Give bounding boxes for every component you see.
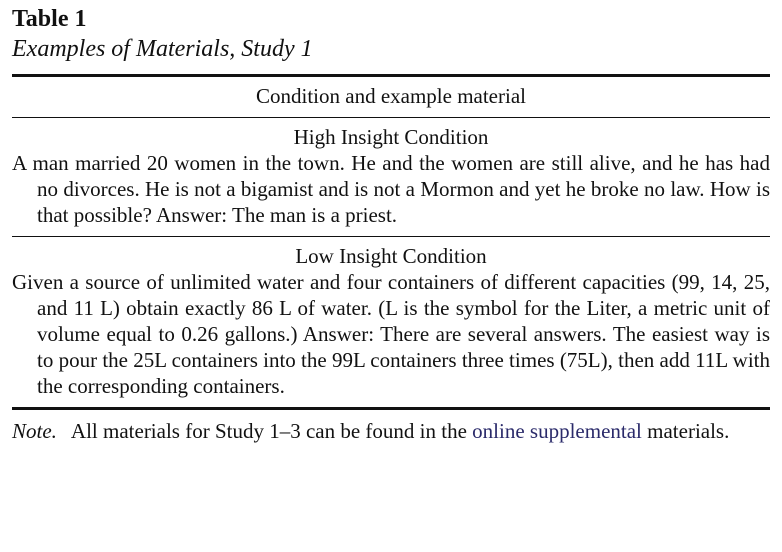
table-note	[12, 410, 770, 444]
high-insight-section	[12, 118, 770, 236]
section-body: A man married 20 women in the town. He and the women are still alive, and he has had no divorces. He is not a bigamist and is not a Mormon and yet he broke no law. How is that possible? Answer: The man is a priest.	[12, 151, 770, 227]
table-label: Table 1	[12, 6, 87, 32]
table-container	[12, 4, 770, 444]
section-heading: Low Insight Condition	[295, 244, 487, 268]
note-label: Note.	[12, 419, 57, 443]
section-body: Given a source of unlimited water and four containers of different capacities (99, 14, 25, and 11 L) obtain exactly 86 L of water. (L is the symbol for the Liter, a metric unit of volume equal to 0.26 gallons.) Answer: There are several answers. The easiest way is to pour the 25L containers into the 99L containers three times (75L), then add 11L with the corresponding containers.	[12, 270, 770, 398]
note-text-end: materials.	[641, 419, 730, 443]
table-title: Examples of Materials, Study 1	[12, 36, 313, 62]
section-heading: High Insight Condition	[293, 125, 489, 149]
column-header: Condition and example material	[255, 84, 526, 108]
note-text: All materials for Study 1–3 can be found in the	[70, 419, 473, 443]
low-insight-section	[12, 237, 770, 407]
supplemental-materials-link[interactable]: online supplemental	[472, 419, 642, 443]
